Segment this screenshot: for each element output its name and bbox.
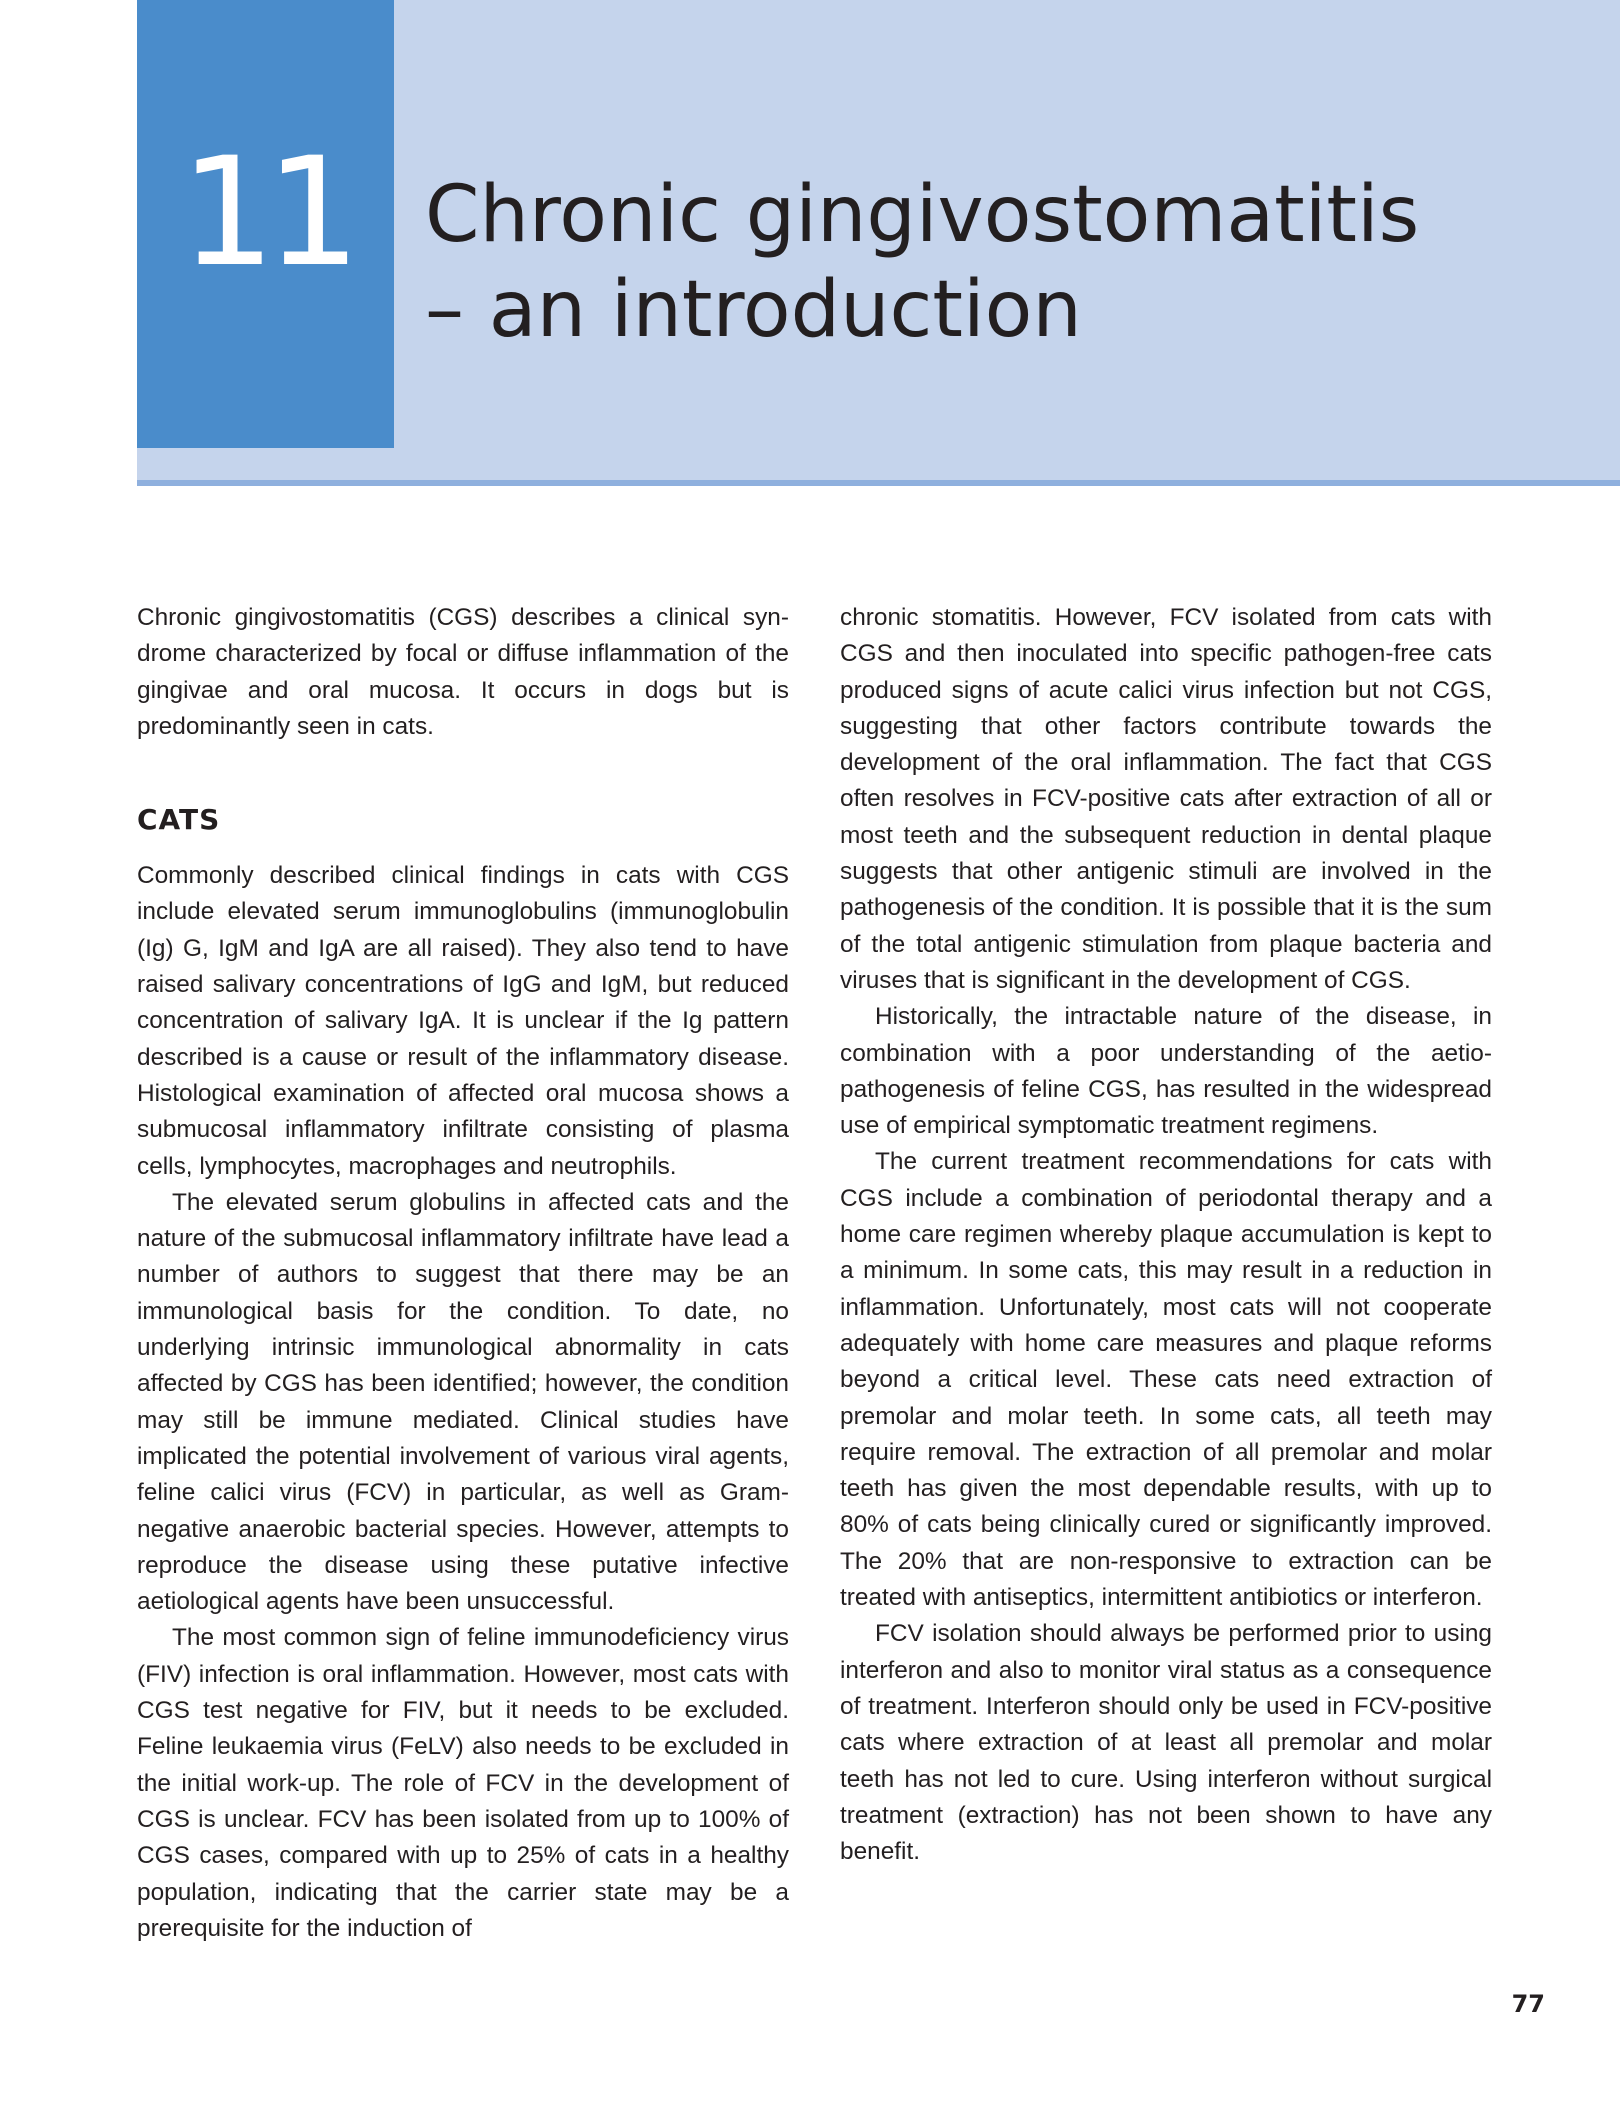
body-paragraph: The most common sign of feline immunodeficiency virus (FIV) infection is oral inflammation. However, most cats with CGS test negative for FIV, but it needs to be excluded. Feline leukaemia virus (FeLV) also needs to be excluded in the initial work-up. The role of FCV in the development of CGS is unclear. FCV has been isolated from up to 100% of CGS cases, compared with up to 25% of cats in a healthy population, indicating that the carrier state may be a prerequisite for the induction of <box>137 1624 789 1942</box>
body-paragraph: FCV isolation should always be performed prior to using interferon and also to monitor viral status as a consequence of treatment. Interferon should only be used in FCV-positive cats where extraction of at least all premolar and molar teeth has not led to cure. Using interferon without surgical treatment (extraction) has not been shown to have any benefit. <box>840 1620 1492 1866</box>
body-paragraph: The current treatment recommendations for cats with CGS include a combination of periodontal therapy and a home care regimen whereby plaque accumulation is kept to a minimum. In some cats, this may result in a reduction in inflammation. Unfortunately, most cats will not cooperate adequately with home care measures and plaque reforms beyond a critical level. These cats need extraction of premolar and molar teeth. In some cats, all teeth may require removal. The extraction of all premolar and molar teeth has given the most dependable results, with up to 80% of cats being clinically cured or significantly improved. The 20% that are non-responsive to extraction can be treated with antiseptics, intermittent antibiotics or interferon. <box>840 1148 1492 1612</box>
body-paragraph: The elevated serum globulins in affected cats and the nature of the submucosal inflammatory infiltrate have lead a number of authors to suggest that there may be an immunological basis for the condition. To date, no underlying intrinsic immunological abnormality in cats affected by CGS has been identified; however, the condition may still be immune mediated. Clinical studies have implicated the potential involvement of various viral agents, feline calici virus (FCV) in particular, as well as Gram-negative anaerobic bacterial species. However, attempts to reproduce the disease using these putative infective aetiological agents have been unsuccessful. <box>137 1188 789 1616</box>
section-heading-cats: CATS <box>137 803 221 837</box>
body-paragraph: Commonly described clinical findings in cats with CGS include elevated serum immunoglobulins (immunoglobulin (Ig) G, IgM and IgA are all raised). They also tend to have raised salivary concentrations of IgG and IgM, but reduced concentration of salivary IgA. It is unclear if the Ig pattern described is a cause or result of the inflammatory disease. Histological examination of affected oral mucosa shows a submucosal inflammatory infiltrate consisting of plasma cells, lymphocytes, macrophages and neutrophils. <box>137 862 789 1180</box>
right-column <box>840 600 1492 1870</box>
intro-paragraph: Chronic gingivostomatitis (CGS) describes a clinical syndrome characterized by focal or diffuse inflammation of the gingivae and oral mucosa. It occurs in dogs but is predominantly seen in cats. <box>137 604 789 740</box>
chapter-number: 11 <box>180 126 351 300</box>
left-column <box>137 600 789 1947</box>
body-paragraph: chronic stomatitis. However, FCV isolated from cats with CGS and then inoculated into specific pathogen-free cats produced signs of acute calici virus infection but not CGS, suggesting that other factors contribute towards the development of the oral inflammation. The fact that CGS often resolves in FCV-positive cats after extraction of all or most teeth and the subsequent reduction in dental plaque suggests that other antigenic stimuli are involved in the pathogenesis of the condition. It is possible that it is the sum of the total antigenic stimulation from plaque bacteria and viruses that is significant in the development of CGS. <box>840 604 1492 994</box>
chapter-title-line-1: Chronic gingivostomatitis <box>425 170 1420 260</box>
body-paragraph: Historically, the intractable nature of the disease, in combination with a poor understanding of the aetiopathogenesis of feline CGS, has resulted in the widespread use of empirical symptomatic treatment regimens. <box>840 1003 1492 1140</box>
header-rule <box>137 480 1620 486</box>
chapter-title-line-2: – an introduction <box>425 265 1082 355</box>
chapter-title <box>425 168 1575 358</box>
page-number: 77 <box>1511 1990 1545 2018</box>
